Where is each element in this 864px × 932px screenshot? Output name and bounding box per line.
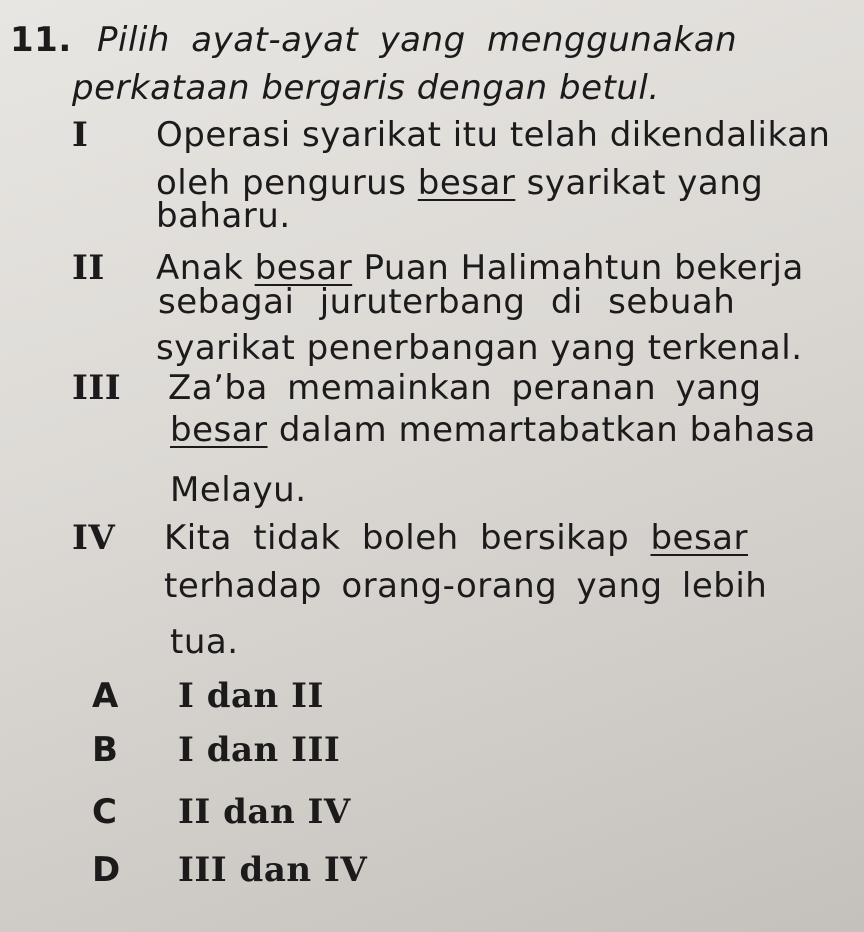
- option-b[interactable]: [92, 730, 340, 770]
- option-c-text: II dan IV: [178, 792, 351, 832]
- option-d[interactable]: [92, 850, 367, 890]
- statement-iii-underlined-word: besar: [170, 410, 268, 450]
- statement-ii-line-3: [156, 328, 803, 368]
- option-a-letter: A: [92, 676, 119, 716]
- statement-i-text-2b: syarikat yang: [515, 163, 764, 203]
- question-number: 11.: [10, 20, 72, 60]
- statement-i-line-1: [72, 115, 830, 155]
- statement-ii-text-2: sebagai juruterbang di sebuah: [158, 282, 736, 322]
- statement-ii-text-1a: Anak: [156, 248, 255, 288]
- statement-iv-text-2: terhadap orang-orang yang lebih: [164, 566, 768, 606]
- statement-i-text-1: Operasi syarikat itu telah dikendalikan: [156, 115, 831, 155]
- option-d-text: III dan IV: [178, 850, 368, 890]
- option-c[interactable]: [92, 792, 351, 832]
- statement-iv-text-1a: Kita tidak boleh bersikap: [164, 518, 651, 558]
- question-line-1: [10, 20, 737, 60]
- statement-ii-text-3: syarikat penerbangan yang terkenal.: [156, 328, 803, 368]
- statement-iv-text-3: tua.: [170, 622, 239, 662]
- statement-iii-text-1: Za’ba memainkan peranan yang: [168, 368, 762, 408]
- option-b-text: I dan III: [178, 730, 341, 770]
- statement-i-text-2a: oleh pengurus: [156, 163, 418, 203]
- option-a[interactable]: [92, 676, 324, 716]
- statement-i-underlined-word: besar: [417, 163, 516, 203]
- statement-iv-line-2: [164, 566, 767, 606]
- option-a-text: I dan II: [178, 676, 324, 716]
- statement-iii-line-1: [72, 368, 762, 408]
- statement-iii-line-2: [170, 410, 816, 450]
- statement-ii-underlined-word: besar: [254, 248, 353, 288]
- statement-iv-underlined-word: besar: [650, 518, 748, 558]
- question-instruction-2: perkataan bergaris dengan betul.: [72, 68, 660, 108]
- statement-iv-numeral: IV: [72, 518, 116, 558]
- statement-iii-numeral: III: [72, 368, 122, 408]
- question-line-2: [72, 68, 660, 108]
- statement-ii-text-1b: Puan Halimahtun bekerja: [352, 248, 804, 288]
- statement-i-line-3: [156, 196, 291, 236]
- statement-iii-text-3: Melayu.: [170, 470, 307, 510]
- statement-iii-text-2: dalam memartabatkan bahasa: [267, 410, 816, 450]
- statement-ii-numeral: II: [72, 248, 105, 288]
- option-b-letter: B: [92, 730, 119, 770]
- statement-iv-line-3: [170, 622, 239, 662]
- option-d-letter: D: [92, 850, 121, 890]
- statement-ii-line-2: [158, 282, 735, 322]
- statement-iii-line-3: [170, 470, 307, 510]
- question-instruction-1: Pilih ayat-ayat yang menggunakan: [97, 20, 738, 60]
- option-c-letter: C: [92, 792, 118, 832]
- statement-iv-line-1: [72, 518, 748, 558]
- statement-i-numeral: I: [72, 115, 89, 155]
- statement-i-text-3: baharu.: [156, 196, 291, 236]
